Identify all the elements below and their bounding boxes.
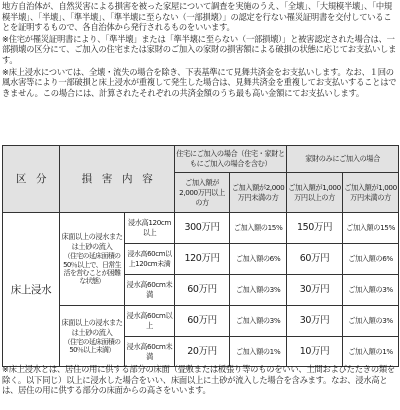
notes-bottom	[2, 364, 398, 396]
amount-cell: 60万円	[287, 244, 343, 275]
header-damage-content: 損 害 内 容	[60, 146, 175, 213]
header-household-over-10m: ご加入額が1,000万円以上の方	[287, 173, 343, 213]
benefit-table	[2, 145, 399, 367]
amount-cell: 10万円	[287, 337, 343, 367]
rate-cell: ご加入額の15%	[230, 213, 287, 244]
depth-cell: 浸水高60cm以上	[125, 306, 175, 337]
rate-cell: ご加入額の1%	[343, 337, 399, 367]
group-a-main: 床面以上の浸水または土砂の流入	[61, 232, 123, 252]
amount-cell: 300万円	[175, 213, 230, 244]
note-definition: 地方自治体が、自然災害による損害を被った家屋について調査を実施のうえ、「全壊」、「大規模半壊」、「中規模半壊」、「半壊」、「準半壊」、「準半壊に至らない（一部損壊）」の認定を行ない罹災証明書を交付していることを証明するもので、各自治体から発行されるものをいいます。	[2, 1, 392, 33]
header-household-under-10m: ご加入額が1,000万円未満の方	[343, 173, 399, 213]
amount-cell: 60万円	[175, 306, 230, 337]
group-b-condition: （住宅の延床面積の50％以上未満）	[63, 337, 121, 354]
depth-cell: 浸水高120cm以上	[125, 213, 175, 244]
rate-cell: ご加入額の3%	[343, 275, 399, 306]
depth-cell: 浸水高60cm以上120cm未満	[125, 244, 175, 275]
category-floor-flood: 床上浸水	[3, 213, 60, 367]
rate-cell: ご加入額の3%	[230, 306, 287, 337]
amount-cell: 20万円	[175, 337, 230, 367]
depth-cell: 浸水高60cm未満	[125, 337, 175, 367]
amount-cell: 120万円	[175, 244, 230, 275]
note-partial-damage: ※住宅が罹災証明書により、「準半壊」または「準半壊に至らない（一部損壊）」と被害認定された場合は、一部損壊の区分にて、ご加入の住宅または家財のご加入の家財の損害額による破損の状態に応じてお支払いします。	[2, 33, 397, 65]
depth-cell: 浸水高60cm未満	[125, 275, 175, 306]
table-row	[3, 213, 399, 244]
header-housing-under-20m: ご加入額が2,000万円未満の方	[230, 173, 287, 213]
amount-cell: 150万円	[287, 213, 343, 244]
header-household-group: 家財のみにご加入の場合	[287, 146, 399, 173]
group-a-description	[60, 213, 125, 306]
notes-top	[2, 1, 398, 99]
rate-cell: ご加入額の15%	[343, 213, 399, 244]
header-category: 区 分	[3, 146, 60, 213]
table-row	[3, 306, 399, 337]
group-b-main: 床面以上の浸水または土砂の流入	[61, 317, 123, 337]
rate-cell: ご加入額の3%	[343, 306, 399, 337]
note-flood-rule: ※床上浸水については、全壊・流失の場合を除き、下表基準にて見舞共済金をお支払いします。なお、１回の風水害等により一部破損と床上浸水が重複して発生した場合は、見舞共済金を重複してお支払いすることはできません。この場合には、計算されたそれぞれの共済金額のうち最も高い金額にてお支払いします。	[2, 66, 397, 98]
rate-cell: ご加入額の3%	[230, 275, 287, 306]
group-b-description	[60, 306, 125, 367]
amount-cell: 30万円	[287, 275, 343, 306]
amount-cell: 60万円	[175, 275, 230, 306]
header-housing-group: 住宅にご加入の場合（住宅・家財ともにご加入の場合を含む）	[175, 146, 287, 173]
rate-cell: ご加入額の1%	[230, 337, 287, 367]
note-floor-flood-definition: ※床上浸水とは、居住の用に供する部分の床面（畳敷または板張り等のものをいい、土間およびたたきの類を除く。以下同じ）以上に浸水した場合をいい、床面以上に土砂が流入した場合を含みます。なお、浸水高とは、居住の用に供する部分の床面からの高さをいいます。	[2, 364, 395, 396]
rate-cell: ご加入額の6%	[230, 244, 287, 275]
amount-cell: 30万円	[287, 306, 343, 337]
rate-cell: ご加入額の6%	[343, 244, 399, 275]
header-housing-over-20m: ご加入額が2,000万円以上の方	[175, 173, 230, 213]
group-a-condition: （住宅の延床面積の50％以上で、日常生活を営むことが困難な状態）	[63, 252, 121, 286]
